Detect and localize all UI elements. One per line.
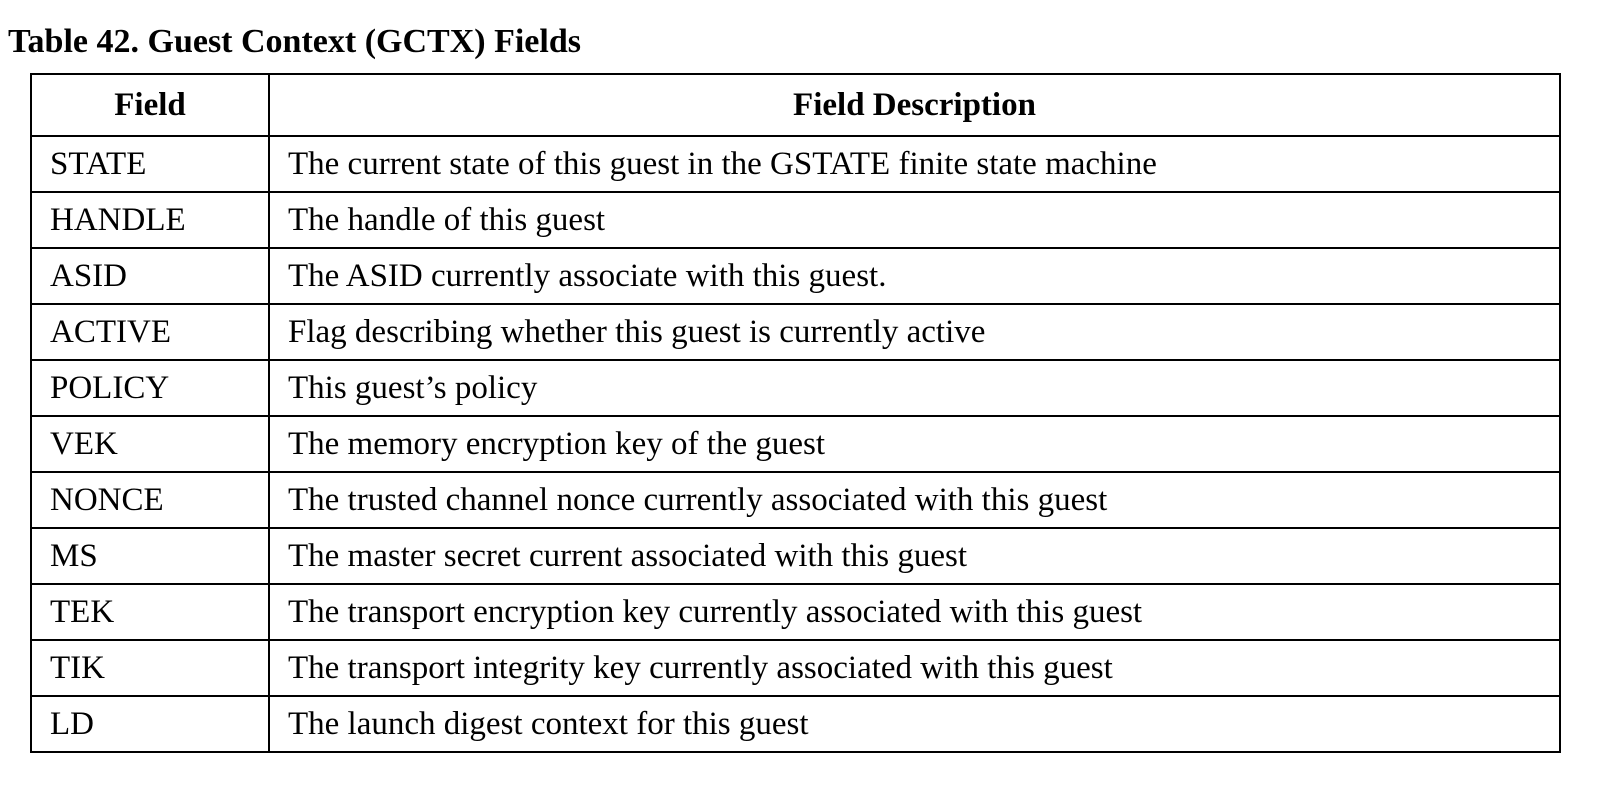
field-description-cell: The launch digest context for this guest <box>269 696 1560 752</box>
field-description-cell: The ASID currently associate with this guest. <box>269 248 1560 304</box>
table-row <box>31 248 1560 304</box>
table-row <box>31 192 1560 248</box>
field-name-cell: POLICY <box>31 360 269 416</box>
field-description-cell: The trusted channel nonce currently associated with this guest <box>269 472 1560 528</box>
column-header-field: Field <box>31 74 269 136</box>
table-row <box>31 416 1560 472</box>
field-description-cell: The handle of this guest <box>269 192 1560 248</box>
field-name-cell: STATE <box>31 136 269 192</box>
table-row <box>31 696 1560 752</box>
table-row <box>31 360 1560 416</box>
table-row <box>31 472 1560 528</box>
field-description-cell: The memory encryption key of the guest <box>269 416 1560 472</box>
field-description-cell: Flag describing whether this guest is currently active <box>269 304 1560 360</box>
field-name-cell: HANDLE <box>31 192 269 248</box>
field-name-cell: ASID <box>31 248 269 304</box>
table-row <box>31 640 1560 696</box>
table-row <box>31 304 1560 360</box>
field-name-cell: ACTIVE <box>31 304 269 360</box>
field-name-cell: VEK <box>31 416 269 472</box>
field-name-cell: NONCE <box>31 472 269 528</box>
field-description-cell: The master secret current associated with this guest <box>269 528 1560 584</box>
field-description-cell: This guest’s policy <box>269 360 1560 416</box>
table-caption: Table 42. Guest Context (GCTX) Fields <box>8 23 581 60</box>
field-name-cell: MS <box>31 528 269 584</box>
field-description-cell: The transport integrity key currently associated with this guest <box>269 640 1560 696</box>
field-name-cell: TIK <box>31 640 269 696</box>
table-row <box>31 528 1560 584</box>
field-description-cell: The transport encryption key currently associated with this guest <box>269 584 1560 640</box>
column-header-description: Field Description <box>269 74 1560 136</box>
field-description-cell: The current state of this guest in the GSTATE finite state machine <box>269 136 1560 192</box>
guest-context-table <box>30 73 1561 753</box>
table-row <box>31 136 1560 192</box>
field-name-cell: LD <box>31 696 269 752</box>
table-row <box>31 584 1560 640</box>
field-name-cell: TEK <box>31 584 269 640</box>
header-row <box>31 74 1560 136</box>
